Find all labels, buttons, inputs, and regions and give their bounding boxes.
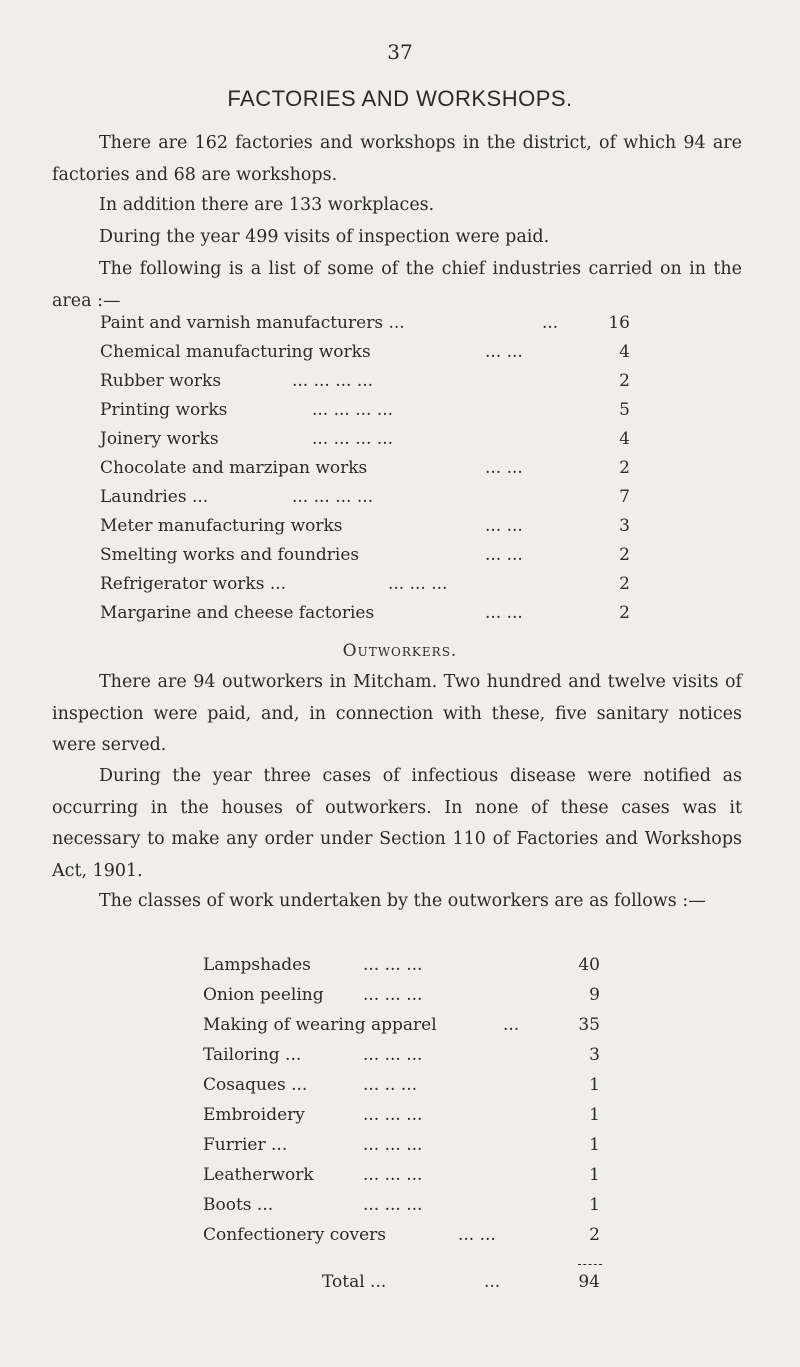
list-item — [100, 369, 630, 393]
intro-paragraph-2 — [52, 190, 742, 222]
page-number: 37 — [387, 40, 413, 64]
class-count: 3 — [589, 1045, 600, 1065]
total-leader: ... — [484, 1272, 501, 1292]
industry-label: Margarine and cheese factories — [100, 603, 375, 623]
list-item — [100, 601, 630, 625]
list-item — [100, 514, 630, 538]
class-label: Furrier ... — [203, 1135, 288, 1155]
intro-paragraph-4-text: The following is a list of some of the chief industries carried on in the area :— — [52, 259, 742, 311]
list-item — [100, 398, 630, 422]
industry-count: 3 — [619, 516, 630, 536]
list-item — [100, 311, 630, 335]
class-count: 9 — [589, 985, 600, 1005]
list-item — [203, 1013, 600, 1037]
industry-leader: ... ... — [485, 603, 523, 623]
industry-count: 2 — [619, 458, 630, 478]
total-rule — [578, 1264, 602, 1265]
list-item — [203, 1223, 600, 1247]
class-count: 35 — [578, 1015, 600, 1035]
class-count: 1 — [589, 1135, 600, 1155]
class-leader: ... ... ... — [363, 955, 423, 975]
total-count: 94 — [578, 1272, 600, 1292]
class-label: Tailoring ... — [203, 1045, 302, 1065]
industry-count: 4 — [619, 342, 630, 362]
outworkers-paragraph-3-text: The classes of work undertaken by the outworkers are as follows :— — [99, 891, 706, 911]
industry-leader: ... ... ... ... — [312, 400, 394, 420]
industry-label: Smelting works and foundries — [100, 545, 360, 565]
industry-count: 5 — [619, 400, 630, 420]
class-leader: ... ... — [458, 1225, 496, 1245]
industry-leader: ... ... ... ... — [292, 371, 374, 391]
industry-label: Refrigerator works ... — [100, 574, 287, 594]
industry-count: 16 — [608, 313, 630, 333]
class-leader: ... — [503, 1015, 520, 1035]
total-row — [322, 1270, 600, 1294]
list-item — [203, 1043, 600, 1067]
industry-label: Laundries ... — [100, 487, 209, 507]
list-item — [100, 427, 630, 451]
class-label: Boots ... — [203, 1195, 274, 1215]
industry-label: Joinery works — [100, 429, 219, 449]
list-item — [203, 1133, 600, 1157]
intro-paragraph-4 — [52, 254, 742, 317]
industry-label: Chocolate and marzipan works — [100, 458, 368, 478]
industry-leader: ... ... — [485, 545, 523, 565]
outworkers-paragraph-3 — [52, 886, 742, 918]
industry-leader: ... ... ... ... — [312, 429, 394, 449]
industry-leader: ... ... — [485, 342, 523, 362]
list-item — [100, 543, 630, 567]
industry-count: 4 — [619, 429, 630, 449]
class-label: Making of wearing apparel — [203, 1015, 437, 1035]
list-item — [203, 983, 600, 1007]
industry-count: 2 — [619, 545, 630, 565]
class-leader: ... ... ... — [363, 1195, 423, 1215]
outworkers-heading: Outworkers. — [342, 641, 458, 661]
outworkers-paragraph-1-text: There are 94 outworkers in Mitcham. Two hundred and twelve visits of inspection were paid, and, in connection with these, five sanitary notices were served. — [52, 672, 742, 755]
class-count: 2 — [589, 1225, 600, 1245]
list-item — [100, 340, 630, 364]
industry-count: 2 — [619, 371, 630, 391]
industry-leader: ... ... — [485, 516, 523, 536]
industry-leader: ... ... ... — [388, 574, 448, 594]
industry-label: Printing works — [100, 400, 228, 420]
total-label: Total ... — [322, 1272, 387, 1292]
intro-paragraph-2-text: In addition there are 133 workplaces. — [99, 195, 435, 215]
class-leader: ... ... ... — [363, 985, 423, 1005]
outworkers-paragraph-2-text: During the year three cases of infectious disease were notified as occurring in the houses of outworkers. In none of these cases was it necessary to make any order under Section 110 of Factories and Workshops Act, 1901. — [52, 766, 742, 881]
list-item — [100, 456, 630, 480]
industry-count: 2 — [619, 603, 630, 623]
industry-leader: ... ... — [485, 458, 523, 478]
intro-paragraph-1-text: There are 162 factories and workshops in the district, of which 94 are factories and 68 are workshops. — [52, 133, 742, 185]
class-label: Lampshades — [203, 955, 311, 975]
outworkers-paragraph-1 — [52, 667, 742, 762]
class-count: 40 — [578, 955, 600, 975]
class-leader: ... ... ... — [363, 1045, 423, 1065]
industry-leader: ... — [542, 313, 559, 333]
class-label: Leatherwork — [203, 1165, 314, 1185]
industry-label: Rubber works — [100, 371, 222, 391]
class-label: Cosaques ... — [203, 1075, 308, 1095]
class-leader: ... ... ... — [363, 1105, 423, 1125]
class-label: Confectionery covers — [203, 1225, 386, 1245]
intro-paragraph-1 — [52, 128, 742, 191]
intro-paragraph-3-text: During the year 499 visits of inspection were paid. — [99, 227, 550, 247]
class-leader: ... .. ... — [363, 1075, 418, 1095]
intro-paragraph-3 — [52, 222, 742, 254]
industry-count: 7 — [619, 487, 630, 507]
list-item — [203, 1073, 600, 1097]
outworkers-paragraph-2 — [52, 761, 742, 887]
list-item — [203, 1163, 600, 1187]
list-item — [100, 485, 630, 509]
list-item — [203, 1193, 600, 1217]
class-leader: ... ... ... — [363, 1165, 423, 1185]
industry-label: Chemical manufacturing works — [100, 342, 371, 362]
industry-label: Meter manufacturing works — [100, 516, 343, 536]
industry-leader: ... ... ... ... — [292, 487, 374, 507]
list-item — [203, 1103, 600, 1127]
class-leader: ... ... ... — [363, 1135, 423, 1155]
industry-count: 2 — [619, 574, 630, 594]
class-count: 1 — [589, 1075, 600, 1095]
list-item — [100, 572, 630, 596]
class-count: 1 — [589, 1165, 600, 1185]
class-count: 1 — [589, 1105, 600, 1125]
page-title: FACTORIES AND WORKSHOPS. — [227, 86, 573, 111]
class-label: Embroidery — [203, 1105, 305, 1125]
class-label: Onion peeling — [203, 985, 324, 1005]
industry-label: Paint and varnish manufacturers ... — [100, 313, 405, 333]
list-item — [203, 953, 600, 977]
class-count: 1 — [589, 1195, 600, 1215]
